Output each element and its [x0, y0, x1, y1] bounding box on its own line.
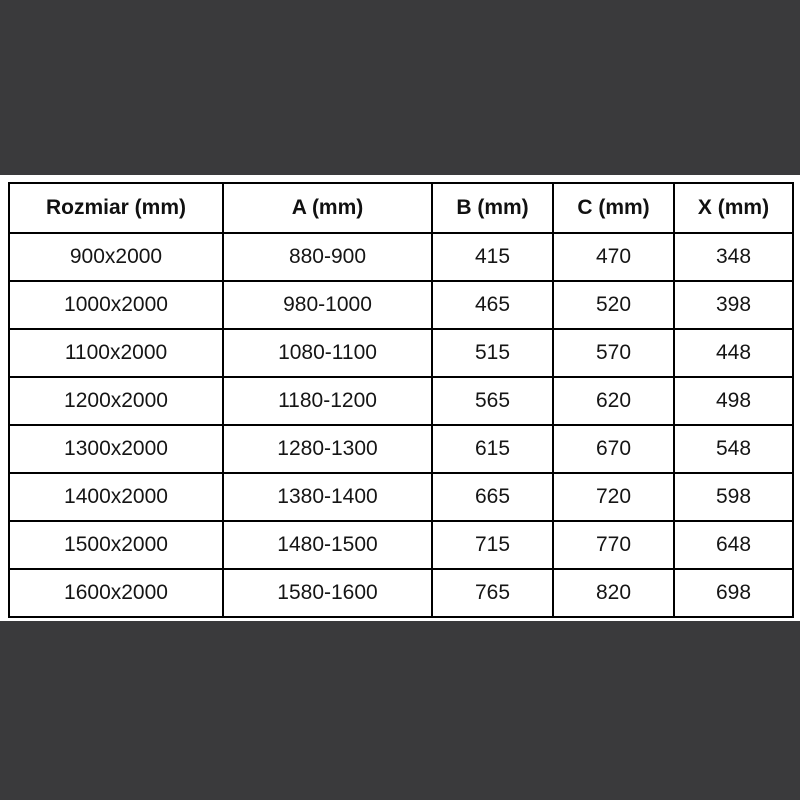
table-cell: 548	[674, 425, 793, 473]
table-row	[9, 377, 793, 425]
table-cell: 498	[674, 377, 793, 425]
header-cell-a: A (mm)	[223, 183, 432, 233]
table-cell: 765	[432, 569, 553, 617]
table-cell: 900x2000	[9, 233, 223, 281]
header-cell-x: X (mm)	[674, 183, 793, 233]
table-cell: 980-1000	[223, 281, 432, 329]
table-cell: 770	[553, 521, 674, 569]
table-cell: 698	[674, 569, 793, 617]
table-cell: 1580-1600	[223, 569, 432, 617]
table-cell: 348	[674, 233, 793, 281]
table-cell: 598	[674, 473, 793, 521]
table-cell: 715	[432, 521, 553, 569]
table-cell: 1400x2000	[9, 473, 223, 521]
header-cell-c: C (mm)	[553, 183, 674, 233]
table-row	[9, 281, 793, 329]
table-cell: 1200x2000	[9, 377, 223, 425]
table-cell: 1600x2000	[9, 569, 223, 617]
table-cell: 465	[432, 281, 553, 329]
table-cell: 448	[674, 329, 793, 377]
table-cell: 1080-1100	[223, 329, 432, 377]
table-cell: 1000x2000	[9, 281, 223, 329]
table-row	[9, 473, 793, 521]
table-cell: 1180-1200	[223, 377, 432, 425]
table-cell: 648	[674, 521, 793, 569]
table-cell: 565	[432, 377, 553, 425]
table-cell: 720	[553, 473, 674, 521]
table-cell: 880-900	[223, 233, 432, 281]
table-row	[9, 521, 793, 569]
table-cell: 1100x2000	[9, 329, 223, 377]
table-row	[9, 233, 793, 281]
table-cell: 670	[553, 425, 674, 473]
table-cell: 1500x2000	[9, 521, 223, 569]
table-cell: 1300x2000	[9, 425, 223, 473]
size-table	[8, 182, 794, 618]
table-cell: 1380-1400	[223, 473, 432, 521]
table-row	[9, 329, 793, 377]
table-cell: 1280-1300	[223, 425, 432, 473]
header-row	[9, 183, 793, 233]
table-cell: 820	[553, 569, 674, 617]
table-cell: 470	[553, 233, 674, 281]
header-cell-b: B (mm)	[432, 183, 553, 233]
table-cell: 665	[432, 473, 553, 521]
table-cell: 620	[553, 377, 674, 425]
table-cell: 1480-1500	[223, 521, 432, 569]
table-cell: 415	[432, 233, 553, 281]
table-cell: 515	[432, 329, 553, 377]
table-row	[9, 425, 793, 473]
table-cell: 570	[553, 329, 674, 377]
table-row	[9, 569, 793, 617]
header-cell-rozmiar: Rozmiar (mm)	[9, 183, 223, 233]
table-cell: 520	[553, 281, 674, 329]
size-table-panel	[0, 175, 800, 621]
table-cell: 615	[432, 425, 553, 473]
table-cell: 398	[674, 281, 793, 329]
